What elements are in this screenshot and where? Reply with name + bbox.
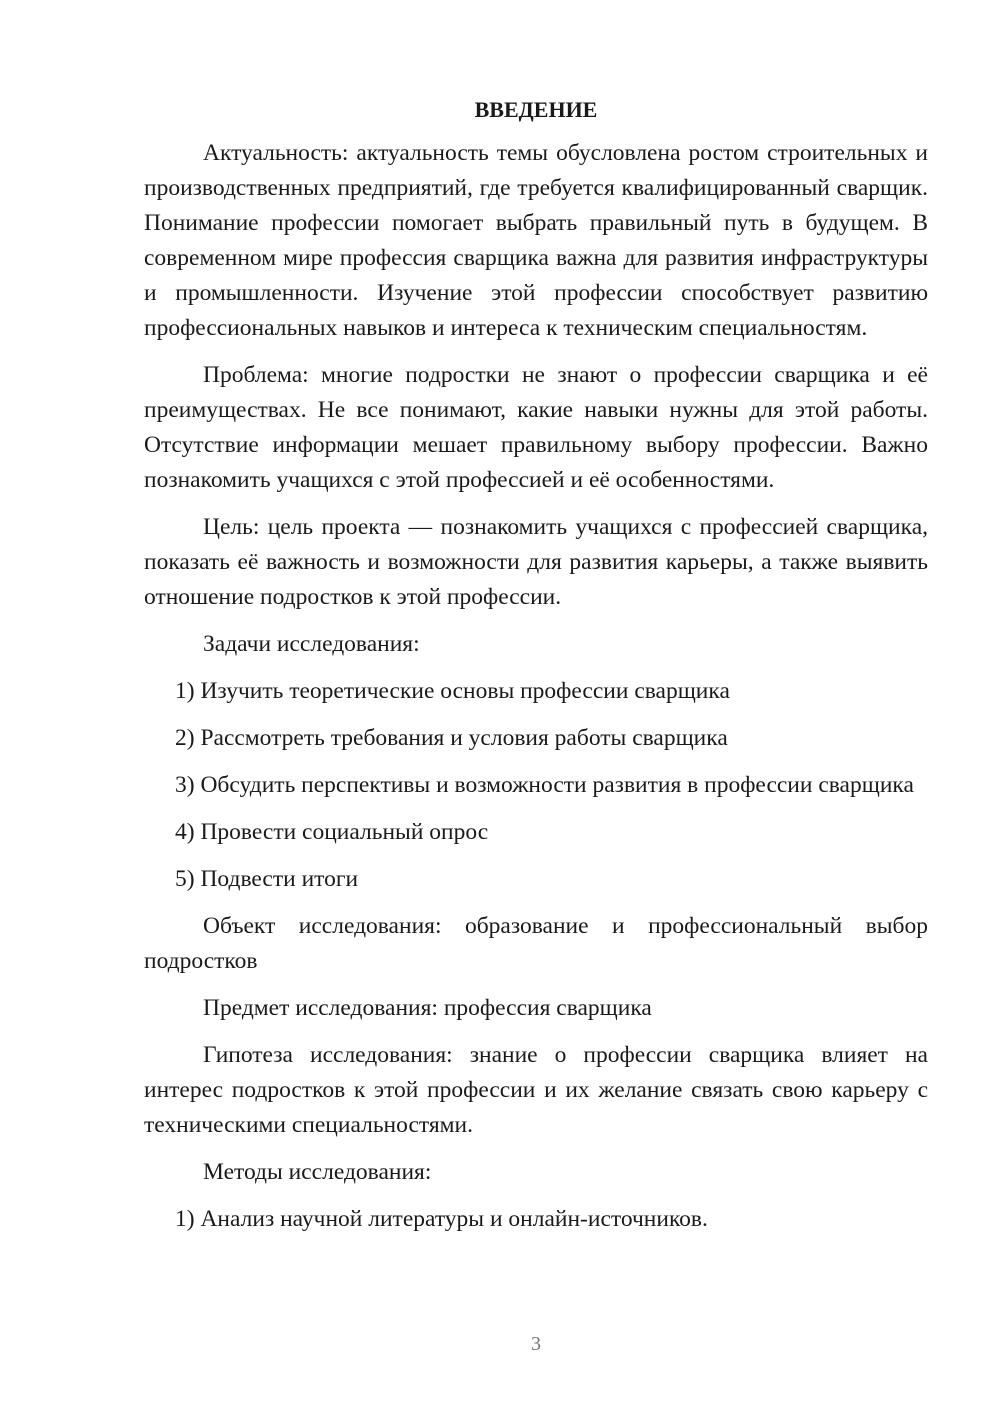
paragraph-object: Объект исследования: образование и профессиональный выбор подростков bbox=[144, 913, 928, 974]
tasks-heading: Задачи исследования: bbox=[203, 631, 420, 657]
page-content bbox=[144, 92, 928, 1249]
paragraph-subject: Предмет исследования: профессия сварщика bbox=[203, 995, 652, 1021]
task-item-3: 3) Обсудить перспективы и возможности развития в профессии сварщика bbox=[175, 772, 914, 798]
task-item-4: 4) Провести социальный опрос bbox=[175, 819, 489, 845]
task-item-1: 1) Изучить теоретические основы профессии сварщика bbox=[175, 678, 730, 704]
paragraph-problem: Проблема: многие подростки не знают о профессии сварщика и её преимуществах. Не все понимают, какие навыки нужны для этой работы. Отсутствие информации мешает правильному выбору профессии. Важно познакомить учащихся с этой профессией и её особенностями. bbox=[144, 362, 928, 493]
page-title: ВВЕДЕНИЕ bbox=[474, 97, 598, 122]
page-number: 3 bbox=[531, 1333, 541, 1355]
method-item-1: 1) Анализ научной литературы и онлайн-источников. bbox=[175, 1206, 708, 1232]
paragraph-relevance: Актуальность: актуальность темы обусловлена ростом строительных и производственных предприятий, где требуется квалифицированный сварщик. Понимание профессии помогает выбрать правильный путь в будущем. В современном мире профессия сварщика важна для развития инфраструктуры и промышленности. Изучение этой профессии способствует развитию профессиональных навыков и интереса к техническим специальностям. bbox=[144, 140, 928, 341]
paragraph-goal: Цель: цель проекта — познакомить учащихся с профессией сварщика, показать её важность и возможности для развития карьеры, а также выявить отношение подростков к этой профессии. bbox=[144, 514, 928, 610]
task-item-2: 2) Рассмотреть требования и условия работы сварщика bbox=[175, 725, 728, 751]
paragraph-hypothesis: Гипотеза исследования: знание о профессии сварщика влияет на интерес подростков к этой профессии и их желание связать свою карьеру с техническими специальностями. bbox=[144, 1042, 928, 1138]
task-item-5: 5) Подвести итоги bbox=[175, 866, 359, 892]
methods-heading: Методы исследования: bbox=[203, 1159, 432, 1185]
